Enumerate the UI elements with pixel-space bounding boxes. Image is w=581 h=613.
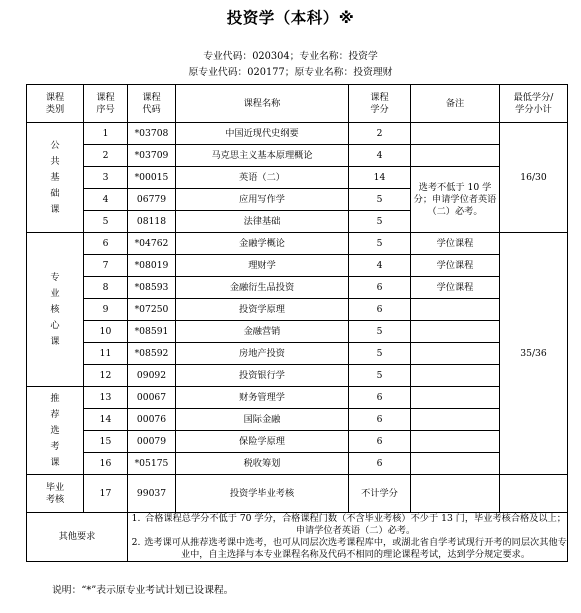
table-header-row	[27, 85, 568, 123]
table-row: 14 00076 国际金融 6	[27, 409, 568, 431]
table-row: 推 荐 选 考 课 13 00067 财务管理学 6	[27, 387, 568, 409]
header-seq: 课程 序号	[84, 85, 128, 123]
table-row: 11 *08592 房地产投资 5	[27, 343, 568, 365]
table-row: 16 *05175 税收筹划 6	[27, 453, 568, 475]
header-note: 备注	[411, 85, 500, 123]
table-row: 5 08118 法律基础 5	[27, 211, 568, 233]
table-row: 专 业 核 心 课 6 *04762 金融学概论 5 学位课程 35/36	[27, 233, 568, 255]
note-public-elective: 选考不低于 10 学分；申请学位者英语（二）必考。	[411, 167, 500, 233]
degree-course-note: 学位课程	[411, 277, 500, 299]
degree-course-note: 学位课程	[411, 233, 500, 255]
original-major-code-line: 原专业代码：020177；原专业名称：投资理财	[188, 67, 393, 78]
table-row: 4 06779 应用写作学 5	[27, 189, 568, 211]
table-row: 公 共 基 础 课 1 *03708 中国近现代史纲要 2 16/30	[27, 123, 568, 145]
course-plan-table	[26, 84, 568, 562]
header-min-credit: 最低学分/ 学分小计	[500, 85, 568, 123]
page-title: 投资学（本科）※	[226, 9, 355, 27]
table-row: 3 *00015 英语（二） 14 选考不低于 10 学分；申请学位者英语（二）必考。	[27, 167, 568, 189]
table-row: 15 00079 保险学原理 6	[27, 431, 568, 453]
footnote: 说明：“*”表示原专业考试计划已设课程。	[52, 585, 234, 596]
major-code-line: 专业代码：020304；专业名称：投资学	[203, 51, 378, 62]
table-row: 9 *07250 投资学原理 6	[27, 299, 568, 321]
table-row-graduation: 毕业 考核 17 99037 投资学毕业考核 不计学分	[27, 475, 568, 513]
category-recommended-elective: 推 荐 选 考 课	[27, 387, 84, 475]
header-code: 课程 代码	[128, 85, 176, 123]
min-credit-public: 16/30	[500, 123, 568, 233]
table-row: 7 *08019 理财学 4 学位课程	[27, 255, 568, 277]
header-credit: 课程 学分	[349, 85, 411, 123]
other-requirements-text	[128, 513, 568, 562]
header-category: 课程 类别	[27, 85, 84, 123]
table-row: 10 *08591 金融营销 5	[27, 321, 568, 343]
category-public-basic: 公 共 基 础 课	[27, 123, 84, 233]
header-name: 课程名称	[176, 85, 349, 123]
category-graduation: 毕业 考核	[27, 475, 84, 513]
category-major-core: 专 业 核 心 课	[27, 233, 84, 387]
requirement-item: 2. 选考课可从推荐选考课中选考，也可从同层次选考课程库中，或湖北省自学考试现行开考的同层次其他专业中，自主选择与本专业课程名称及代码不相同的理论课程考试，达到学分规定要求。	[131, 537, 567, 560]
table-row-other	[27, 513, 568, 562]
table-row: 12 09092 投资银行学 5	[27, 365, 568, 387]
requirement-item: 1. 合格课程总学分不低于 70 学分，合格课程门数（不含毕业考核）不少于 13 门，毕业考核合格及以上；申请学位者英语（二）必考。	[131, 513, 566, 536]
degree-course-note: 学位课程	[411, 255, 500, 277]
min-credit-major: 35/36	[500, 233, 568, 475]
table-row: 2 *03709 马克思主义基本原理概论 4	[27, 145, 568, 167]
other-requirements-label: 其他要求	[27, 513, 128, 562]
table-row: 8 *08593 金融衍生品投资 6 学位课程	[27, 277, 568, 299]
